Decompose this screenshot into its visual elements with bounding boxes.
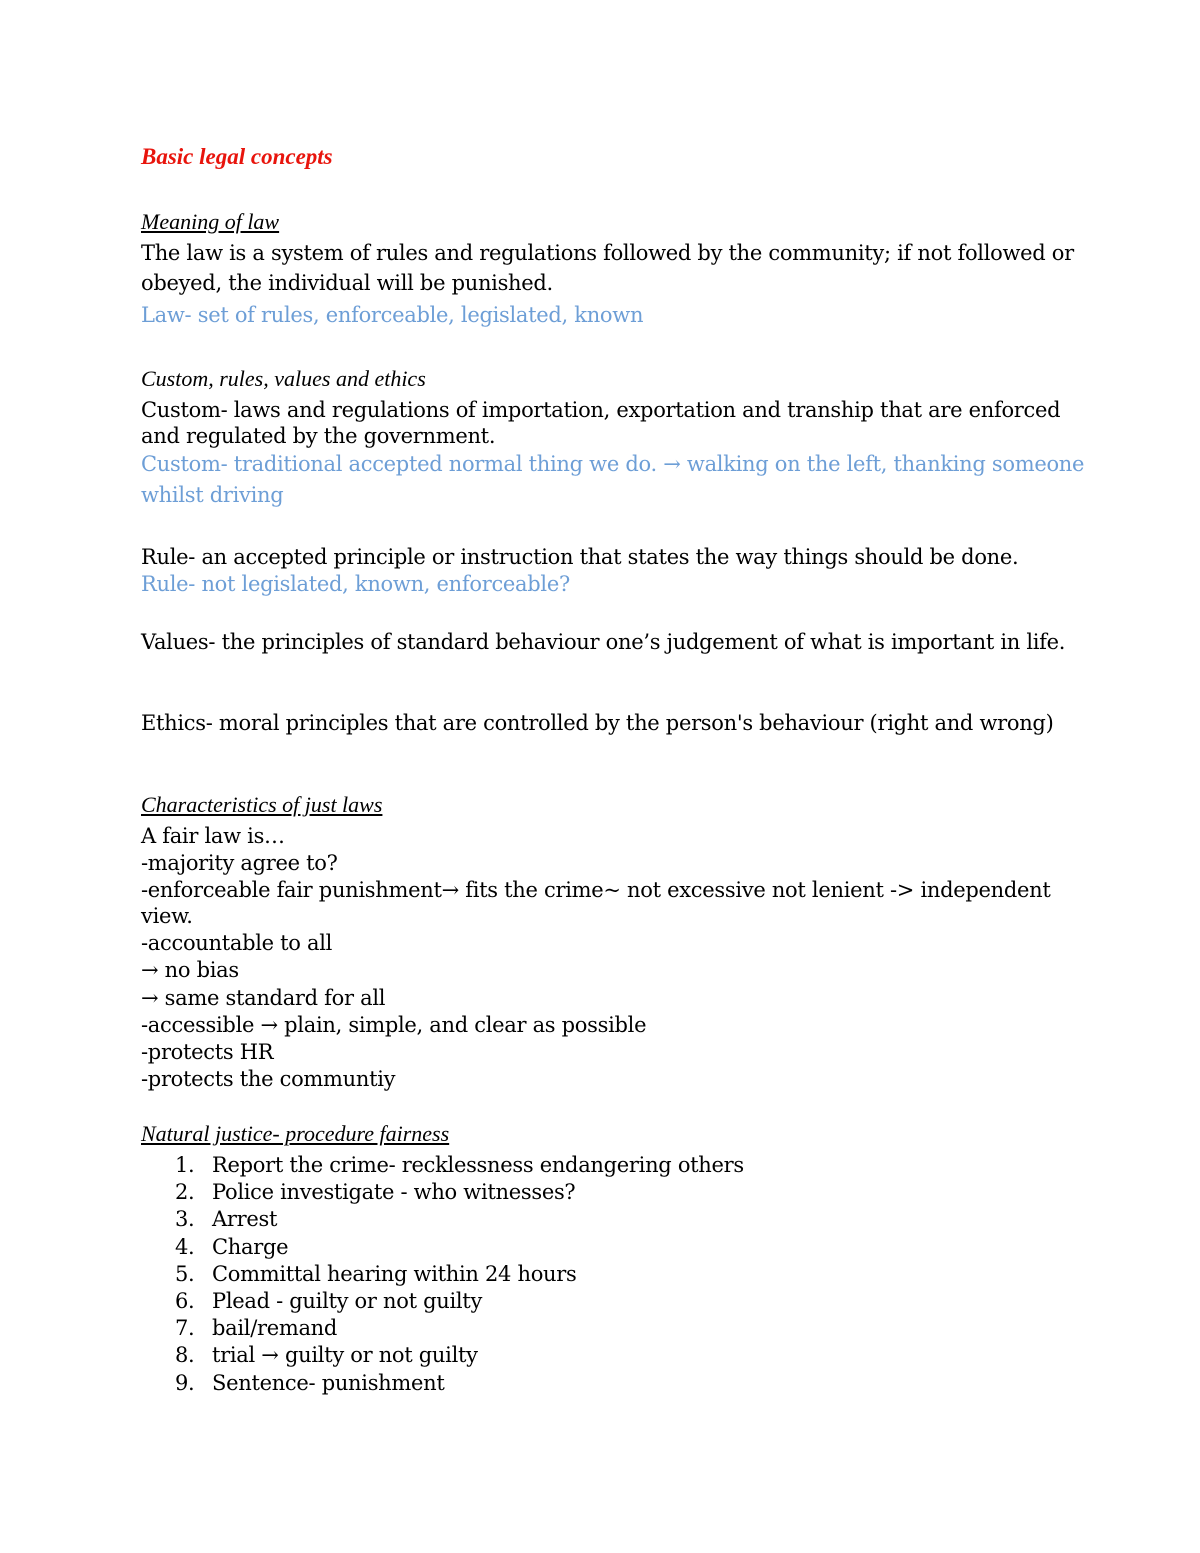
list-item-text: bail/remand <box>212 1316 338 1341</box>
paragraph-line: Ethics- moral principles that are controlled by the person's behaviour (right and wrong) <box>141 711 1054 735</box>
list-number: 7. <box>175 1316 195 1341</box>
list-line: → same standard for all <box>141 986 386 1010</box>
procedure-steps-list <box>141 1152 1041 1397</box>
list-item-text: Arrest <box>212 1207 278 1232</box>
list-item-text: Committal hearing within 24 hours <box>212 1261 577 1286</box>
list-item <box>141 1234 1041 1261</box>
list-item-text: Report the crime- recklessness endangering others <box>212 1153 744 1177</box>
list-line: view. <box>141 904 193 928</box>
list-item-text: Charge <box>212 1234 289 1259</box>
list-item <box>141 1288 1041 1315</box>
list-item <box>141 1206 1041 1233</box>
list-line: -majority agree to? <box>141 851 338 875</box>
list-number: 2. <box>175 1180 195 1205</box>
list-item <box>141 1179 1041 1206</box>
note-line: whilst driving <box>141 483 284 507</box>
list-item-text: trial → guilty or not guilty <box>212 1343 478 1368</box>
paragraph-line: Custom- laws and regulations of importation, exportation and tranship that are enforced <box>141 398 1061 422</box>
list-line: -protects the communtiy <box>141 1067 396 1091</box>
list-item-text: Police investigate - who witnesses? <box>212 1180 576 1205</box>
list-item <box>141 1370 1041 1397</box>
list-number: 1. <box>175 1153 195 1177</box>
paragraph-line: The law is a system of rules and regulations followed by the community; if not followed or <box>141 241 1074 265</box>
list-number: 6. <box>175 1289 195 1314</box>
list-line: -enforceable fair punishment→ fits the crime~ not excessive not lenient -> independent <box>141 878 1051 902</box>
section-heading-custom-rules-values-ethics: Custom, rules, values and ethics <box>141 366 426 391</box>
section-heading-characteristics: Characteristics of just laws <box>141 792 383 817</box>
list-item <box>141 1315 1041 1342</box>
list-number: 8. <box>175 1343 195 1368</box>
list-item-text: Plead - guilty or not guilty <box>212 1289 483 1314</box>
paragraph-line: Values- the principles of standard behaviour one’s judgement of what is important in life. <box>141 630 1066 654</box>
list-number: 3. <box>175 1207 195 1232</box>
list-line: A fair law is… <box>141 824 285 848</box>
note-line: Custom- traditional accepted normal thing we do. → walking on the left, thanking someone <box>141 452 1085 476</box>
list-item <box>141 1261 1041 1288</box>
list-item <box>141 1342 1041 1369</box>
list-number: 4. <box>175 1234 195 1259</box>
list-line: -accessible → plain, simple, and clear as possible <box>141 1013 647 1037</box>
note-line: Rule- not legislated, known, enforceable? <box>141 572 570 596</box>
paragraph-line: Rule- an accepted principle or instruction that states the way things should be done. <box>141 545 1019 569</box>
document-title: Basic legal concepts <box>141 144 333 169</box>
list-item <box>141 1152 1041 1179</box>
paragraph-line: obeyed, the individual will be punished. <box>141 271 553 295</box>
list-number: 5. <box>175 1261 195 1286</box>
section-heading-meaning-of-law: Meaning of law <box>141 209 280 234</box>
list-line: → no bias <box>141 958 239 982</box>
paragraph-line: and regulated by the government. <box>141 424 496 448</box>
list-item-text: Sentence- punishment <box>212 1370 445 1395</box>
section-heading-natural-justice: Natural justice- procedure fairness <box>141 1121 450 1146</box>
list-line: -accountable to all <box>141 931 333 955</box>
note-line: Law- set of rules, enforceable, legislated, known <box>141 303 644 327</box>
list-line: -protects HR <box>141 1040 274 1064</box>
list-number: 9. <box>175 1370 195 1395</box>
